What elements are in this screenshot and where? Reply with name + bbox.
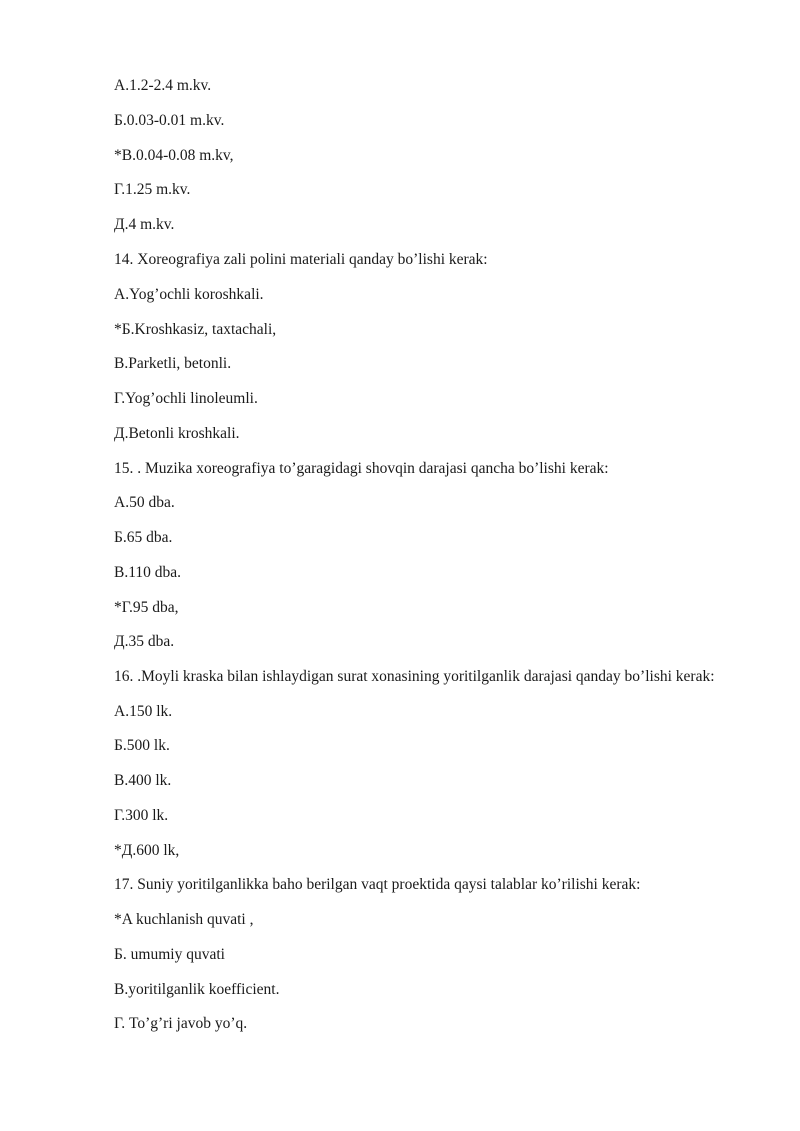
- answer-option: B.400 lk.: [114, 772, 172, 789]
- answer-option-correct: *Г.95 dba,: [114, 599, 179, 616]
- answer-option: Д.Betonli kroshkali.: [114, 425, 240, 442]
- answer-option-correct: *Б.Kroshkasiz, taxtachali,: [114, 321, 277, 338]
- answer-option: Д.35 dba.: [114, 633, 175, 650]
- answer-option: Б.0.03-0.01 m.kv.: [114, 112, 225, 129]
- answer-option: B.yoritilganlik koefficient.: [114, 981, 280, 998]
- question-14: 14. Xoreografiya zali polini materiali qanday bo’lishi kerak:: [114, 251, 488, 268]
- answer-option: A.50 dba.: [114, 494, 175, 511]
- question-17: 17. Suniy yoritilganlikka baho berilgan vaqt proektida qaysi talablar ko’rilishi kerak:: [114, 876, 641, 893]
- answer-option: Г. To’g’ri javob yo’q.: [114, 1015, 248, 1032]
- answer-option: Г.Yog’ochli linoleumli.: [114, 390, 258, 407]
- answer-option: B.Parketli, betonli.: [114, 355, 232, 372]
- answer-option: Д.4 m.kv.: [114, 216, 175, 233]
- question-15: 15. . Muzika xoreografiya to’garagidagi shovqin darajasi qancha bo’lishi kerak:: [114, 460, 609, 477]
- answer-option: B.110 dba.: [114, 564, 182, 581]
- answer-option: A.Yog’ochli koroshkali.: [114, 286, 264, 303]
- answer-option: Г.1.25 m.kv.: [114, 181, 191, 198]
- answer-option-correct: *B.0.04-0.08 m.kv,: [114, 147, 234, 164]
- answer-option: Б.500 lk.: [114, 737, 170, 754]
- answer-option: A.150 lk.: [114, 703, 173, 720]
- answer-option: Г.300 lk.: [114, 807, 169, 824]
- answer-option-correct: *Д.600 lk,: [114, 842, 180, 859]
- answer-option: Б. umumiy quvati: [114, 946, 225, 963]
- answer-option-correct: *A kuchlanish quvati ,: [114, 911, 254, 928]
- answer-option: A.1.2-2.4 m.kv.: [114, 77, 212, 94]
- answer-option: Б.65 dba.: [114, 529, 173, 546]
- question-16: 16. .Moyli kraska bilan ishlaydigan surat xonasining yoritilganlik darajasi qanday bo’lishi kerak:: [114, 668, 715, 685]
